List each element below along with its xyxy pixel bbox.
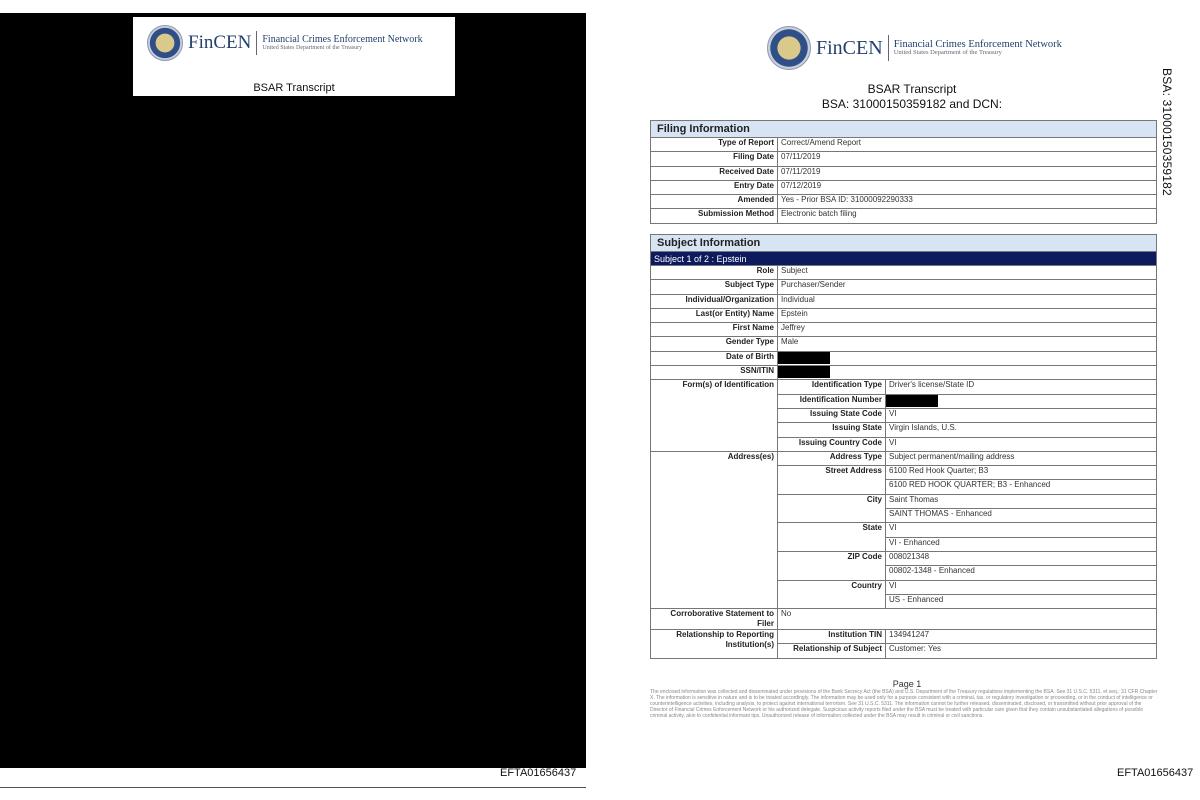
field-value: Purchaser/Sender [778,280,1157,294]
subject-bar: Subject 1 of 2 : Epstein [651,252,1157,266]
field-label: State [778,523,886,552]
table-row [651,337,1157,351]
field-value: Subject [778,266,1157,280]
field-value: Epstein [778,308,1157,322]
logo-org: Financial Crimes Enforcement Network [893,39,1062,51]
field-label: SSN/ITIN [651,366,778,380]
logo-sub: United States Department of the Treasury [893,49,1002,57]
vertical-bsa-id: BSA: 31000150359182 [1160,68,1174,196]
disclaimer: The enclosed information was collected and disseminated under provisions of the Bank Secrecy Act (the BSA) and U.S. Department of the Treasury regulations implementing the BSA. See 31 U.S.C. 5311, et seq.; 31 CFR Chapter X. The information is sensitive in nature and is to be treated accordingly. The information may be used only for a purpose consistent with a criminal, tax, or regulatory investigation or proceeding, or in the conduct of intelligence or counterintelligence activities, including analysis, to protect against international terrorism. See 31 U.S.C. 5311. The information cannot be further released, disseminated, disclosed, or transmitted without prior approval of the Director of Financial Crimes Enforcement Network or his authorized delegate. Suspicious activity reports filed under the BSA must be treated with particular care given that they contain unsubstantiated allegations of possible criminal activity, akin to confidential informant tips. Unauthorized release of information collected under the BSA may result in criminal or civil sanctions. [650,689,1158,719]
logo-brand: FinCEN [816,36,883,59]
field-value: US - Enhanced [886,594,1157,608]
field-label: Country [778,580,886,609]
field-value: Virgin Islands, U.S. [886,423,1157,437]
table-row [651,280,1157,294]
field-label: Date of Birth [651,351,778,365]
field-value: Jeffrey [778,323,1157,337]
table-row [651,609,1157,630]
table-row [651,209,1157,223]
field-label: Gender Type [651,337,778,351]
table-row [651,294,1157,308]
field-label: Entry Date [651,180,778,194]
treasury-seal-icon [147,25,183,61]
table-row [651,380,1157,394]
field-value: 008021348 [886,551,1157,565]
field-label: Submission Method [651,209,778,223]
left-doc-id: EFTA01656437 [500,767,577,779]
field-label: Corroborative Statement to Filer [651,609,778,630]
field-label: Issuing State [778,423,886,437]
field-value: Yes - Prior BSA ID: 31000092290333 [778,195,1157,209]
page-number: Page 1 [892,679,922,689]
field-value: No [778,609,1157,630]
field-value [778,351,1157,365]
field-label: Received Date [651,166,778,180]
table-row [651,451,1157,465]
left-page-header [133,17,455,96]
field-label: Identification Type [778,380,886,394]
filing-information-table [650,120,1157,224]
field-label: Filing Date [651,152,778,166]
field-label: Individual/Organization [651,294,778,308]
section-heading: Filing Information [651,121,1157,138]
field-label: Street Address [778,466,886,495]
field-value: VI - Enhanced [886,537,1157,551]
redaction-box [778,352,830,364]
field-label: ZIP Code [778,551,886,580]
field-value [886,394,1157,408]
field-value: Correct/Amend Report [778,138,1157,152]
table-row [651,366,1157,380]
logo-org: Financial Crimes Enforcement Network [262,33,423,45]
field-label: Issuing Country Code [778,437,886,451]
field-label: City [778,494,886,523]
field-value: Subject permanent/mailing address [886,451,1157,465]
redacted-page [0,13,586,768]
field-value [778,366,1157,380]
field-value: 07/11/2019 [778,166,1157,180]
group-label: Address(es) [651,451,778,608]
field-label: Institution TIN [778,630,886,644]
redaction-box [778,366,830,378]
field-label: Relationship of Subject [778,644,886,658]
field-label: Identification Number [778,394,886,408]
field-value: VI [886,408,1157,422]
field-value: 07/11/2019 [778,152,1157,166]
field-value: VI [886,437,1157,451]
field-value: Male [778,337,1157,351]
logo-sub: United States Department of the Treasury [262,45,363,52]
table-row [651,180,1157,194]
field-value: VI [886,523,1157,537]
table-row [651,630,1157,644]
table-row [651,195,1157,209]
fincen-logo [147,25,423,61]
field-label: Subject Type [651,280,778,294]
table-row [651,351,1157,365]
table-row [651,266,1157,280]
treasury-seal-icon [767,26,811,70]
field-label: Last(or Entity) Name [651,308,778,322]
section-heading: Subject Information [651,235,1157,252]
field-value: SAINT THOMAS - Enhanced [886,509,1157,523]
field-value: 6100 Red Hook Quarter; B3 [886,466,1157,480]
logo-brand: FinCEN [188,32,252,53]
field-label: First Name [651,323,778,337]
table-row [651,138,1157,152]
group-label: Form(s) of Identification [651,380,778,451]
left-page-title: BSAR Transcript [253,82,335,94]
table-row [651,308,1157,322]
page-subtitle: BSA: 31000150359182 and DCN: [821,97,1003,111]
field-label: Role [651,266,778,280]
divider [0,787,586,788]
field-value: VI [886,580,1157,594]
field-value: Saint Thomas [886,494,1157,508]
redaction-box [886,395,938,407]
field-value: 07/12/2019 [778,180,1157,194]
field-label: Amended [651,195,778,209]
field-value: Electronic batch filing [778,209,1157,223]
page-title: BSAR Transcript [867,82,957,96]
field-value: Customer: Yes [886,644,1157,658]
table-row [651,152,1157,166]
field-value: 00802-1348 - Enhanced [886,566,1157,580]
fincen-logo [767,26,1062,70]
field-label: Address Type [778,451,886,465]
table-row [651,323,1157,337]
field-value: Individual [778,294,1157,308]
field-value: Driver's license/State ID [886,380,1157,394]
table-row [651,166,1157,180]
group-label: Relationship to Reporting Institution(s) [651,630,778,659]
field-value: 6100 RED HOOK QUARTER; B3 - Enhanced [886,480,1157,494]
field-label: Issuing State Code [778,408,886,422]
right-doc-id: EFTA01656437 [1117,767,1194,779]
field-label: Type of Report [651,138,778,152]
subject-information-table [650,234,1157,659]
field-value: 134941247 [886,630,1157,644]
